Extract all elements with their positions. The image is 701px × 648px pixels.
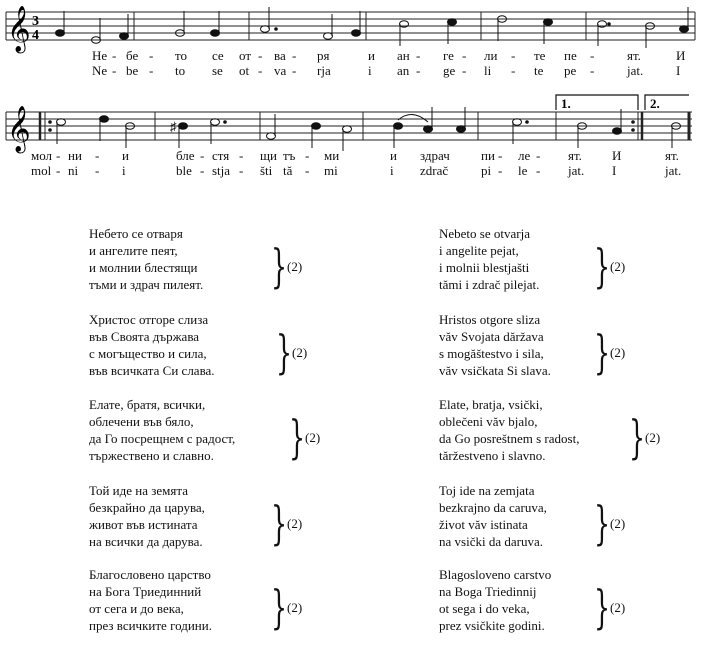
right-brace-icon: } (271, 580, 288, 634)
stanza-line: Blagosloveno carstvo (439, 567, 552, 582)
lyric-syllable-cyrillic: - (95, 148, 100, 163)
lyric-syllable-latin: - (95, 163, 100, 178)
lyric-syllable-cyrillic: - (462, 48, 467, 63)
stanza-line: да Го посрещнем с радост, (89, 431, 236, 446)
volta-brackets (556, 95, 689, 110)
lyric-syllable-cyrillic: - (149, 48, 154, 63)
lyric-syllable-cyrillic: пи (481, 148, 495, 163)
lyric-syllable-cyrillic: - (258, 48, 263, 63)
lyric-syllable-cyrillic: ни (68, 148, 82, 163)
stanza-line: văv Svojata dăržava (439, 329, 544, 344)
repeat-count: (2) (292, 345, 308, 360)
stanza-line: da Go posreštnem s radost, (439, 431, 580, 446)
stanza-line: с могъщество и сила, (89, 346, 207, 361)
stanza-line: văv vsičkata Si slava. (439, 363, 551, 378)
lyric-syllable-latin: - (590, 63, 595, 78)
lyric-syllable-latin: - (200, 163, 205, 178)
stanza-latin-4 (439, 482, 626, 550)
lyric-syllable-latin: va (274, 63, 287, 78)
lyric-syllable-cyrillic: ря (317, 48, 330, 63)
lyric-syllable-cyrillic: ят. (665, 148, 679, 163)
stanza-cyrillic-1 (89, 225, 303, 293)
volta-1-label: 1. (561, 96, 571, 111)
stanza-line: безкрайно да царува, (89, 500, 205, 515)
lyric-syllable-cyrillic: - (305, 148, 310, 163)
stanza-line: prez vsičkite godini. (439, 618, 545, 633)
lyric-syllable-cyrillic: ва (274, 48, 286, 63)
right-brace-icon: } (289, 410, 306, 464)
stanza-latin-1 (439, 225, 626, 293)
lyric-syllable-latin: - (305, 163, 310, 178)
right-brace-icon: } (629, 410, 646, 464)
stanza-line: s mogăštestvo i sila, (439, 346, 544, 361)
stanza-line: във Своята държава (89, 329, 200, 344)
lyric-syllable-cyrillic: и (390, 148, 397, 163)
lyric-syllable-latin: - (239, 163, 244, 178)
repeat-count: (2) (287, 600, 303, 615)
lyric-syllable-latin: to (175, 63, 186, 78)
lyric-syllable-latin: - (511, 63, 516, 78)
stanza-line: на Бога Триединний (89, 584, 202, 599)
lyric-syllable-cyrillic: - (511, 48, 516, 63)
lyric-syllable-cyrillic: мол (31, 148, 53, 163)
stanza-line: Елате, братя, всички, (89, 397, 206, 412)
lyric-syllable-latin: ge (443, 63, 456, 78)
time-signature-top: 3 (32, 14, 39, 29)
lyrics-row-2 (31, 148, 681, 178)
treble-clef-icon: 𝄞 (7, 106, 31, 152)
lyric-syllable-cyrillic: - (498, 148, 503, 163)
stanza-line: tăržestveno i slavno. (439, 448, 546, 463)
lyric-syllable-latin: - (462, 63, 467, 78)
stanza-line: bezkrajno da caruva, (439, 500, 547, 515)
lyric-syllable-latin: - (416, 63, 421, 78)
lyric-syllable-cyrillic: ми (324, 148, 340, 163)
lyric-syllable-latin: jat. (568, 163, 585, 178)
lyric-syllable-latin: - (498, 163, 503, 178)
lyric-syllable-cyrillic: бле (176, 148, 195, 163)
lyric-syllable-cyrillic: - (292, 48, 297, 63)
stanza-line: Nebeto se otvarja (439, 226, 530, 241)
stanza-line: от сега и до века, (89, 601, 184, 616)
repeat-count: (2) (287, 259, 303, 274)
stanza-line: Hristos otgore sliza (439, 312, 541, 327)
lyric-syllable-cyrillic: ге (443, 48, 454, 63)
stanza-latin-2 (439, 311, 626, 379)
lyric-syllable-cyrillic: тъ (283, 148, 296, 163)
lyric-syllable-cyrillic: И (612, 148, 622, 163)
lyric-syllable-latin: pe (564, 63, 577, 78)
lyric-syllable-latin: jat. (665, 163, 682, 178)
lyric-syllable-cyrillic: ан (397, 48, 410, 63)
lyric-syllable-latin: rja (317, 63, 331, 78)
lyric-syllable-latin: - (149, 63, 154, 78)
treble-clef-icon: 𝄞 (7, 6, 31, 52)
lyric-syllable-latin: Ne (92, 63, 108, 78)
lyric-syllable-latin: an (397, 63, 410, 78)
stanza-line: Той иде на земята (89, 483, 188, 498)
svg-text:♯: ♯ (170, 119, 177, 134)
lyric-syllable-cyrillic: - (239, 148, 244, 163)
stanza-line: Благословено царство (89, 567, 211, 582)
lyric-syllable-cyrillic: щи (260, 148, 277, 163)
stanza-line: i angelite pejat, (439, 243, 519, 258)
lyric-syllable-latin: mol (31, 163, 52, 178)
lyric-syllable-cyrillic: - (112, 48, 117, 63)
lyric-syllable-cyrillic: бе (126, 48, 139, 63)
lyric-syllable-latin: - (536, 163, 541, 178)
volta-2-label: 2. (650, 96, 660, 111)
stanza-line: и ангелите пеят, (89, 243, 178, 258)
stanza-line: на всички да дарува. (89, 534, 203, 549)
repeat-count: (2) (610, 345, 626, 360)
lyric-syllable-latin: i (122, 163, 126, 178)
repeat-count: (2) (610, 516, 626, 531)
lyric-syllable-latin: le (518, 163, 528, 178)
lyric-syllable-cyrillic: от (239, 48, 252, 63)
lyric-syllable-cyrillic: ят. (627, 48, 641, 63)
stanza-line: тъми и здрач пилеят. (89, 277, 204, 292)
lyric-syllable-latin: zdrač (420, 163, 449, 178)
stanza-line: облечени във бяло, (89, 414, 194, 429)
repeat-count: (2) (287, 516, 303, 531)
stanza-line: tămi i zdrač pilejat. (439, 277, 540, 292)
lyric-syllable-cyrillic: - (200, 148, 205, 163)
right-brace-icon: } (594, 325, 611, 379)
lyric-syllable-latin: I (612, 163, 617, 178)
right-brace-icon: } (271, 496, 288, 550)
notes-row-2 (57, 107, 681, 151)
lyric-syllable-latin: i (368, 63, 372, 78)
lyric-syllable-cyrillic: И (676, 48, 686, 63)
stanza-line: oblečeni văv bjalo, (439, 414, 538, 429)
stanza-line: и молнии блестящи (89, 260, 198, 275)
lyric-syllable-latin: - (112, 63, 117, 78)
stanza-line: във всичката Си слава. (89, 363, 215, 378)
lyric-syllable-cyrillic: ят. (568, 148, 582, 163)
lyric-syllable-latin: - (258, 63, 263, 78)
lyric-syllable-latin: jat. (627, 63, 644, 78)
lyric-syllable-cyrillic: пе (564, 48, 577, 63)
lyric-syllable-cyrillic: и (122, 148, 129, 163)
stanza-line: живот във истината (89, 517, 198, 532)
lyric-syllable-latin: ni (68, 163, 79, 178)
stanza-line: i molnii blestjašti (439, 260, 530, 275)
lyric-syllable-cyrillic: - (416, 48, 421, 63)
lyric-syllable-latin: ble (176, 163, 192, 178)
lyric-syllable-latin: se (212, 63, 223, 78)
music-score (0, 0, 701, 190)
lyric-syllable-cyrillic: стя (212, 148, 230, 163)
lyric-syllable-cyrillic: те (534, 48, 546, 63)
stanza-line: през всичките години. (89, 618, 212, 633)
stanza-line: ot sega i do veka, (439, 601, 530, 616)
lyrics-row-1 (92, 48, 685, 78)
stanza-cyrillic-3 (89, 396, 321, 464)
lyric-syllable-latin: mi (324, 163, 338, 178)
lyric-syllable-cyrillic: и (368, 48, 375, 63)
lyric-syllable-cyrillic: се (212, 48, 224, 63)
right-brace-icon: } (271, 239, 288, 293)
lyric-syllable-latin: - (292, 63, 297, 78)
lyric-syllable-latin: li (484, 63, 492, 78)
time-signature-bottom: 4 (32, 28, 39, 43)
repeat-count: (2) (610, 259, 626, 274)
lyric-syllable-latin: te (534, 63, 544, 78)
lyric-syllable-cyrillic: ле (518, 148, 531, 163)
stanza-line: na Boga Triedinnij (439, 584, 537, 599)
lyric-syllable-latin: - (56, 163, 61, 178)
lyric-syllable-cyrillic: здрач (420, 148, 450, 163)
stanza-line: тържествено и славно. (89, 448, 214, 463)
lyric-syllable-cyrillic: Не (92, 48, 108, 63)
right-brace-icon: } (594, 580, 611, 634)
lyric-syllable-latin: i (390, 163, 394, 178)
lyric-syllable-latin: be (126, 63, 139, 78)
repeat-count: (2) (610, 600, 626, 615)
stanza-line: Небето се отваря (89, 226, 183, 241)
stanza-cyrillic-2 (89, 311, 308, 379)
lyric-syllable-cyrillic: то (175, 48, 188, 63)
right-brace-icon: } (594, 239, 611, 293)
lyric-syllable-latin: stja (212, 163, 231, 178)
lyric-syllable-cyrillic: - (590, 48, 595, 63)
lyric-syllable-latin: tă (283, 163, 293, 178)
repeat-count: (2) (645, 430, 661, 445)
stanza-line: Toj ide na zemjata (439, 483, 535, 498)
stanza-line: život văv istinata (439, 517, 528, 532)
lyric-syllable-latin: šti (260, 163, 273, 178)
stanza-latin-3 (439, 396, 661, 464)
stanza-cyrillic-4 (89, 482, 303, 550)
right-brace-icon: } (276, 325, 293, 379)
stanza-line: Христос отгоре слиза (89, 312, 209, 327)
lyric-syllable-latin: I (676, 63, 681, 78)
lyric-syllable-latin: pi (481, 163, 492, 178)
right-brace-icon: } (594, 496, 611, 550)
stanza-line: na vsički da daruva. (439, 534, 543, 549)
lyric-syllable-cyrillic: - (536, 148, 541, 163)
repeat-count: (2) (305, 430, 321, 445)
lyric-syllable-cyrillic: ли (484, 48, 498, 63)
staff-row-1 (6, 12, 695, 40)
stanza-line: Elate, bratja, vsički, (439, 397, 543, 412)
notes-row-1 (56, 7, 689, 48)
stanza-cyrillic-5 (89, 566, 303, 634)
stanza-latin-5 (439, 566, 626, 634)
lyric-syllable-cyrillic: - (56, 148, 61, 163)
lyric-syllable-latin: ot (239, 63, 250, 78)
